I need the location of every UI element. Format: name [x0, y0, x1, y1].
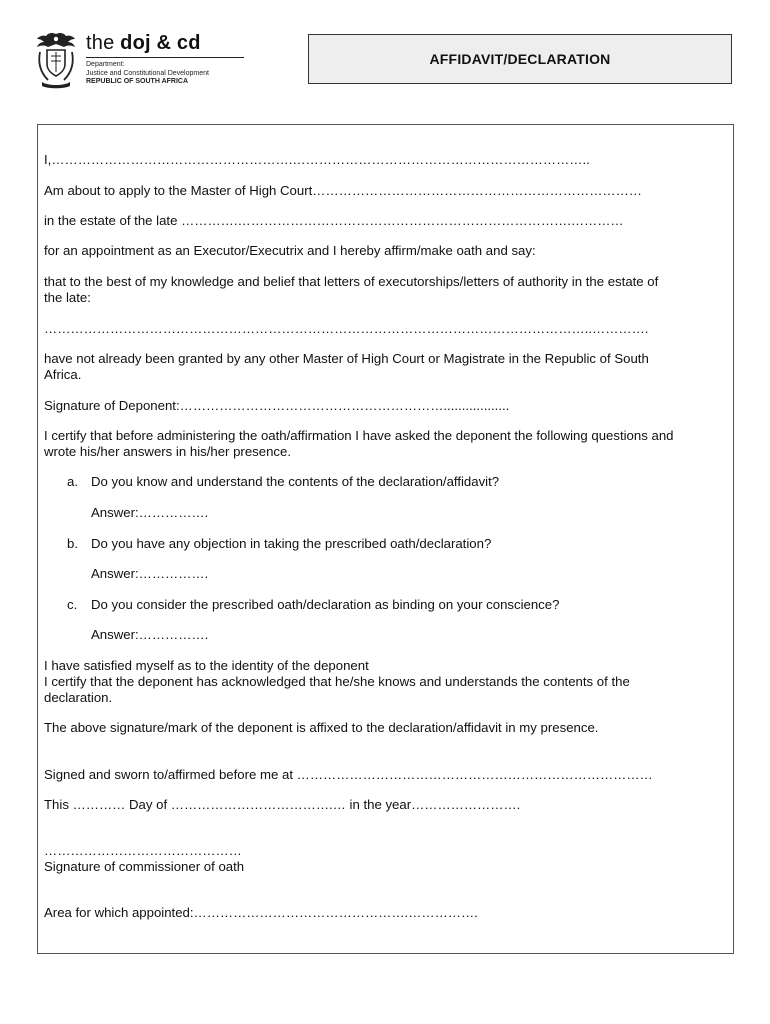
question-b-answer[interactable]: Answer:…………….	[91, 566, 209, 581]
question-a-answer[interactable]: Answer:…………….	[91, 505, 209, 520]
page-title: AFFIDAVIT/DECLARATION	[308, 34, 732, 84]
question-c-letter: c.	[67, 597, 78, 612]
brand-name	[86, 32, 201, 54]
estate-name-line[interactable]: ……………………………………………………………………………………………………………..………….	[44, 321, 649, 336]
belief-statement-2: the late:	[44, 290, 91, 305]
appointment-statement: for an appointment as an Executor/Executrix and I hereby affirm/make oath and say:	[44, 243, 536, 258]
question-b-letter: b.	[67, 536, 78, 551]
certify-statement-1: I certify that before administering the oath/affirmation I have asked the deponent the following questions and	[44, 428, 674, 443]
question-a-text: Do you know and understand the contents of the declaration/affidavit?	[91, 474, 500, 489]
signed-sworn-line[interactable]: Signed and sworn to/affirmed before me at ………………………………………………………………………	[44, 767, 653, 782]
department-text	[86, 61, 209, 87]
not-granted-statement-2: Africa.	[44, 367, 82, 382]
question-b-text: Do you have any objection in taking the prescribed oath/declaration?	[91, 536, 492, 551]
brand-name-bold: doj & cd	[120, 32, 201, 54]
question-c-answer[interactable]: Answer:…………….	[91, 627, 209, 642]
certify-statement-2: wrote his/her answers in his/her presence.	[44, 444, 292, 459]
area-appointed-line[interactable]: Area for which appointed:………………………………………….…………….	[44, 905, 478, 920]
signature-affixed-statement: The above signature/mark of the deponent is affixed to the declaration/affidavit in my presence.	[44, 720, 599, 735]
dept-line-1: Department:	[86, 61, 125, 68]
acknowledge-statement-1: I certify that the deponent has acknowledged that he/she knows and understands the contents of the	[44, 674, 630, 689]
dept-line-2: Justice and Constitutional Development	[86, 69, 209, 77]
belief-statement-1: that to the best of my knowledge and belief that letters of executorships/letters of authority in the estate of	[44, 274, 659, 289]
commissioner-signature-dots[interactable]: ………………………………………	[44, 843, 242, 858]
master-high-court-line[interactable]: Am about to apply to the Master of High Court…………………………………………………………………	[44, 183, 642, 198]
estate-late-line[interactable]: in the estate of the late ………….………………………………………………………………….…………	[44, 213, 624, 228]
deponent-name-line[interactable]: I,……………………………………………….…………………………………………………………..	[44, 152, 590, 167]
brand-prefix: the	[86, 32, 121, 54]
commissioner-signature-label: Signature of commissioner of oath	[44, 859, 245, 874]
coat-of-arms-icon	[34, 30, 78, 90]
identity-statement: I have satisfied myself as to the identity of the deponent	[44, 658, 369, 673]
doj-logo	[34, 26, 234, 96]
acknowledge-statement-2: declaration.	[44, 690, 113, 705]
dept-line-3: REPUBLIC OF SOUTH AFRICA	[86, 78, 189, 85]
question-c-text: Do you consider the prescribed oath/declaration as binding on your conscience?	[91, 597, 560, 612]
date-line[interactable]: This ………… Day of ……………………………….… in the year…………………….	[44, 797, 521, 812]
brand-divider	[86, 57, 244, 58]
not-granted-statement-1: have not already been granted by any other Master of High Court or Magistrate in the Republic of South	[44, 351, 649, 366]
deponent-signature-line[interactable]: Signature of Deponent:……………………………………………………..................	[44, 398, 510, 413]
question-a-letter: a.	[67, 474, 78, 489]
